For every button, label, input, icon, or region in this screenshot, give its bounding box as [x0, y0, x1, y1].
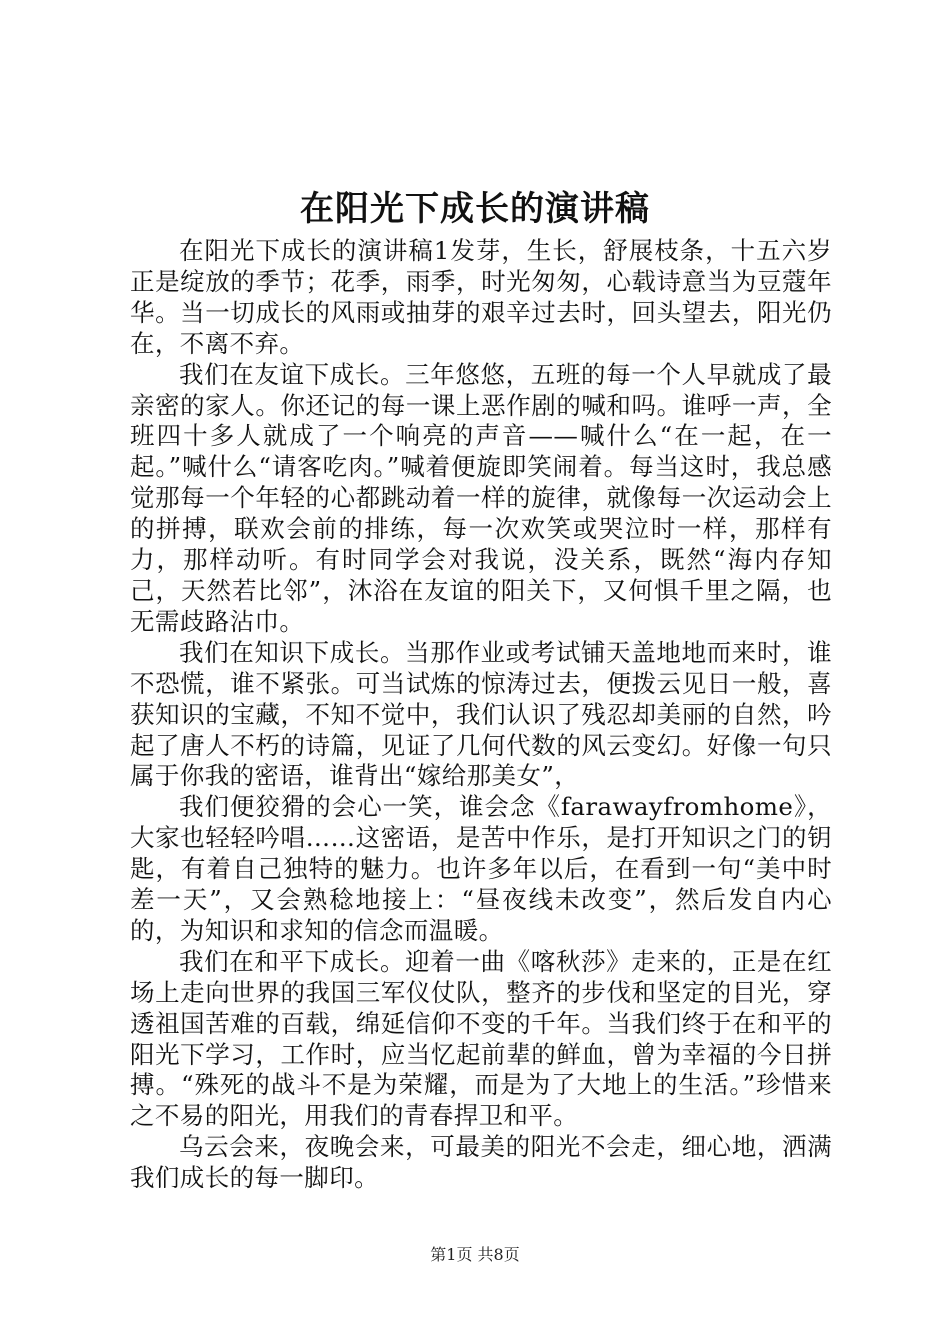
paragraph-friendship: 我们在友谊下成长。三年悠悠，五班的每一个人早就成了最亲密的家人。你还记的每一课上恶作剧的喊和吗。谁呼一声，全班四十多人就成了一个响亮的声音——喊什么“在一起，在一起。”喊什么“请客吃肉。”喊着便旋即笑闹着。每当这时，我总感觉那每一个年轻的心都跳动着一样的旋律，就像每一次运动会上的拼搏，联欢会前的排练，每一次欢笑或哭泣时一样，那样有力，那样动听。有时同学会对我说，没关系，既然“海内存知己，天然若比邻”，沐浴在友谊的阳关下，又何惧千里之隔，也无需歧路沾巾。 — [130, 359, 832, 636]
paragraph-knowledge-continued: 我们便狡猾的会心一笑，谁会念《farawayfromhome》，大家也轻轻吟唱……这密语，是苦中作乐，是打开知识之门的钥匙，有着自己独特的魅力。也许多年以后，在看到一句“美中时差一天”，又会熟稔地接上：“昼夜线未改变”，然后发自内心的，为知识和求知的信念而温暖。 — [130, 792, 832, 945]
document-body — [130, 236, 832, 1194]
paragraph-closing: 乌云会来，夜晚会来，可最美的阳光不会走，细心地，洒满我们成长的每一脚印。 — [130, 1132, 832, 1193]
paragraph-peace: 我们在和平下成长。迎着一曲《喀秋莎》走来的，正是在红场上走向世界的我国三军仪仗队，整齐的步伐和坚定的目光，穿透祖国苦难的百载，绵延信仰不变的千年。当我们终于在和平的阳光下学习，工作时，应当忆起前辈的鲜血，曾为幸福的今日拼搏。“殊死的战斗不是为荣耀，而是为了大地上的生活。”珍惜来之不易的阳光，用我们的青春捍卫和平。 — [130, 946, 832, 1131]
document-title: 在阳光下成长的演讲稿 — [300, 189, 650, 229]
page-number-footer: 第1页 共8页 — [430, 1245, 520, 1264]
paragraph-knowledge: 我们在知识下成长。当那作业或考试铺天盖地地而来时，谁不恐慌，谁不紧张。可当试炼的惊涛过去，便拨云见日一般，喜获知识的宝藏，不知不觉中，我们认识了残忍却美丽的自然，吟起了唐人不朽的诗篇，见证了几何代数的风云变幻。好像一句只属于你我的密语，谁背出“嫁给那美女”， — [130, 637, 832, 791]
paragraph-intro: 在阳光下成长的演讲稿1发芽，生长，舒展枝条，十五六岁正是绽放的季节；花季，雨季，时光匆匆，心载诗意当为豆蔻年华。当一切成长的风雨或抽芽的艰辛过去时，回头望去，阳光仍在，不离不弃。 — [130, 236, 832, 358]
